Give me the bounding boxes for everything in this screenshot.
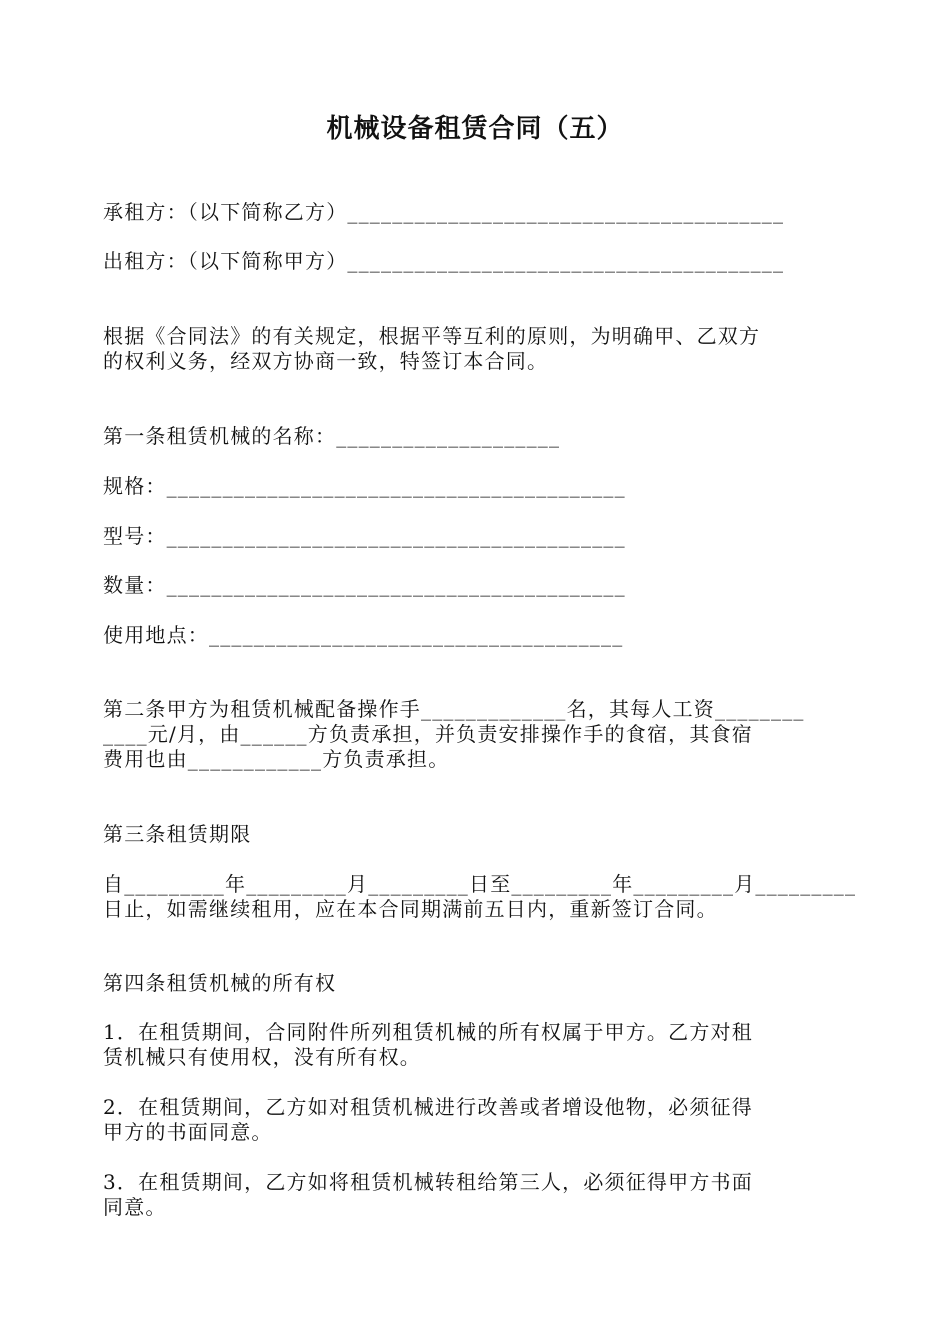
article4-item2 [103, 1095, 853, 1145]
article1-spec-line: 规格：_________________________________________ [103, 474, 626, 498]
article1-model-line: 型号：_________________________________________ [103, 524, 626, 548]
lessor-line: 出租方：（以下简称甲方）_______________________________________ [103, 249, 785, 273]
article4-item3-line: 同意。 [103, 1195, 167, 1219]
preamble-paragraph [103, 324, 853, 374]
article2-line: ____元/月，由______方负责承担，并负责安排操作手的食宿，其食宿 [103, 722, 753, 746]
article2-paragraph [103, 697, 853, 772]
article4-heading: 第四条租赁机械的所有权 [103, 971, 337, 995]
preamble-line: 的权利义务，经双方协商一致，特签订本合同。 [103, 349, 549, 373]
article3-line: 日止，如需继续租用，应在本合同期满前五日内，重新签订合同。 [103, 897, 718, 921]
article4-item2-line: 甲方的书面同意。 [103, 1120, 273, 1144]
article4-item1 [103, 1020, 853, 1070]
lessee-line: 承租方：（以下简称乙方）_______________________________________ [103, 200, 785, 224]
article2-line: 费用也由____________方负责承担。 [103, 747, 450, 771]
document-title: 机械设备租赁合同（五） [326, 114, 624, 144]
article1-name-line: 第一条租赁机械的名称：____________________ [103, 424, 561, 448]
article4-item3-line: 3．在租赁期间，乙方如将租赁机械转租给第三人，必须征得甲方书面 [103, 1170, 753, 1194]
article3-heading: 第三条租赁期限 [103, 822, 252, 846]
article3-paragraph [103, 872, 857, 922]
article1-quantity-line: 数量：_________________________________________ [103, 573, 626, 597]
article4-item1-line: 1．在租赁期间，合同附件所列租赁机械的所有权属于甲方。乙方对租 [103, 1020, 753, 1044]
article2-line: 第二条甲方为租赁机械配备操作手_____________名，其每人工资________ [103, 697, 805, 721]
preamble-line: 根据《合同法》的有关规定，根据平等互利的原则，为明确甲、乙双方 [103, 324, 761, 348]
article4-item2-line: 2．在租赁期间，乙方如对租赁机械进行改善或者增设他物，必须征得 [103, 1095, 753, 1119]
article3-line: 自_________年_________月_________日至_________年_________月_________ [103, 872, 857, 896]
article1-location-line: 使用地点：_____________________________________ [103, 623, 624, 647]
article4-item3 [103, 1170, 853, 1220]
article4-item1-line: 赁机械只有使用权，没有所有权。 [103, 1045, 421, 1069]
